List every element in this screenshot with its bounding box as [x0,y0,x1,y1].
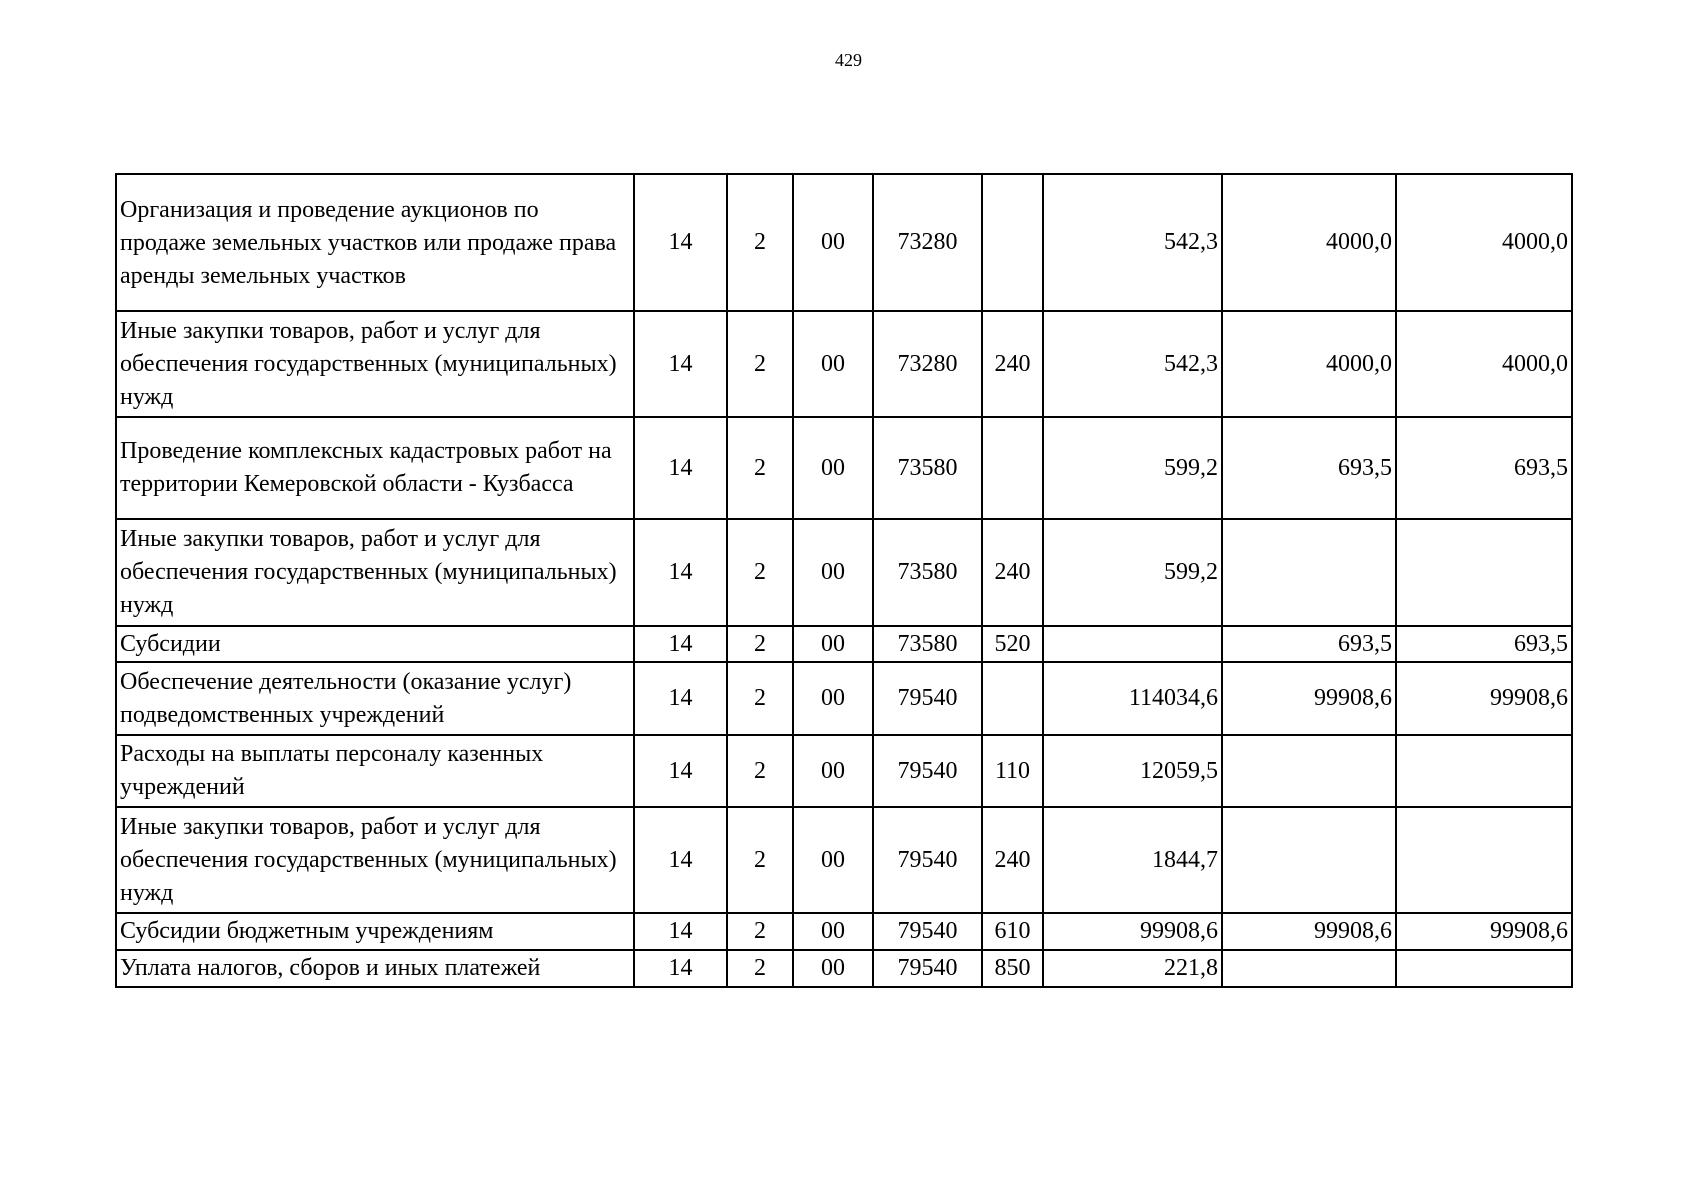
row-name: Организация и проведение аукционов по продаже земельных участков или продаже права аренды земельных участков [116,174,634,311]
subprogram-code: 00 [793,913,873,950]
expense-type-code: 240 [982,807,1043,913]
expense-type-code: 240 [982,519,1043,626]
section-code: 14 [634,735,727,807]
direction-code: 79540 [873,950,982,987]
row-name: Уплата налогов, сборов и иных платежей [116,950,634,987]
expense-type-code: 110 [982,735,1043,807]
section-code: 14 [634,519,727,626]
amount-year-2: 4000,0 [1222,311,1396,417]
amount-year-3 [1396,950,1572,987]
amount-year-2: 693,5 [1222,626,1396,662]
direction-code: 79540 [873,807,982,913]
table-row [116,626,1572,662]
table-row [116,807,1572,913]
amount-year-1: 99908,6 [1043,913,1222,950]
amount-year-1: 12059,5 [1043,735,1222,807]
amount-year-3: 693,5 [1396,626,1572,662]
amount-year-2 [1222,735,1396,807]
program-code: 2 [727,519,793,626]
amount-year-3: 99908,6 [1396,662,1572,735]
table-row [116,662,1572,735]
amount-year-3 [1396,807,1572,913]
row-name: Субсидии бюджетным учреждениям [116,913,634,950]
section-code: 14 [634,174,727,311]
expense-type-code: 520 [982,626,1043,662]
program-code: 2 [727,417,793,519]
amount-year-2: 693,5 [1222,417,1396,519]
amount-year-3: 99908,6 [1396,913,1572,950]
expense-type-code [982,174,1043,311]
expense-type-code: 240 [982,311,1043,417]
table-row [116,950,1572,987]
section-code: 14 [634,807,727,913]
program-code: 2 [727,950,793,987]
section-code: 14 [634,662,727,735]
program-code: 2 [727,626,793,662]
amount-year-1: 599,2 [1043,417,1222,519]
row-name: Проведение комплексных кадастровых работ на территории Кемеровской области - Кузбасса [116,417,634,519]
row-name: Иные закупки товаров, работ и услуг для обеспечения государственных (муниципальных) нужд [116,311,634,417]
subprogram-code: 00 [793,662,873,735]
direction-code: 73280 [873,174,982,311]
row-name: Иные закупки товаров, работ и услуг для обеспечения государственных (муниципальных) нужд [116,519,634,626]
subprogram-code: 00 [793,626,873,662]
amount-year-1: 221,8 [1043,950,1222,987]
table-row [116,735,1572,807]
direction-code: 73580 [873,417,982,519]
page-number: 429 [835,50,862,70]
program-code: 2 [727,174,793,311]
subprogram-code: 00 [793,807,873,913]
table-row [116,913,1572,950]
subprogram-code: 00 [793,417,873,519]
row-name: Иные закупки товаров, работ и услуг для обеспечения государственных (муниципальных) нужд [116,807,634,913]
amount-year-1 [1043,626,1222,662]
direction-code: 79540 [873,735,982,807]
expense-type-code: 850 [982,950,1043,987]
row-name: Субсидии [116,626,634,662]
amount-year-1: 599,2 [1043,519,1222,626]
table-row [116,311,1572,417]
subprogram-code: 00 [793,735,873,807]
expense-type-code [982,417,1043,519]
table-row [116,417,1572,519]
amount-year-3: 4000,0 [1396,174,1572,311]
amount-year-1: 542,3 [1043,311,1222,417]
section-code: 14 [634,417,727,519]
section-code: 14 [634,311,727,417]
section-code: 14 [634,913,727,950]
expense-type-code [982,662,1043,735]
subprogram-code: 00 [793,519,873,626]
amount-year-1: 1844,7 [1043,807,1222,913]
program-code: 2 [727,311,793,417]
direction-code: 73580 [873,626,982,662]
amount-year-2 [1222,519,1396,626]
amount-year-2 [1222,950,1396,987]
program-code: 2 [727,735,793,807]
subprogram-code: 00 [793,174,873,311]
subprogram-code: 00 [793,311,873,417]
amount-year-2 [1222,807,1396,913]
table-row [116,519,1572,626]
direction-code: 73280 [873,311,982,417]
amount-year-3 [1396,735,1572,807]
expense-type-code: 610 [982,913,1043,950]
section-code: 14 [634,950,727,987]
row-name: Расходы на выплаты персоналу казенных учреждений [116,735,634,807]
amount-year-3: 693,5 [1396,417,1572,519]
amount-year-2: 4000,0 [1222,174,1396,311]
direction-code: 79540 [873,662,982,735]
direction-code: 73580 [873,519,982,626]
budget-table [115,173,1573,988]
amount-year-2: 99908,6 [1222,662,1396,735]
amount-year-1: 542,3 [1043,174,1222,311]
section-code: 14 [634,626,727,662]
amount-year-3 [1396,519,1572,626]
amount-year-3: 4000,0 [1396,311,1572,417]
row-name: Обеспечение деятельности (оказание услуг) подведомственных учреждений [116,662,634,735]
direction-code: 79540 [873,913,982,950]
subprogram-code: 00 [793,950,873,987]
program-code: 2 [727,662,793,735]
program-code: 2 [727,913,793,950]
program-code: 2 [727,807,793,913]
table-row [116,174,1572,311]
amount-year-2: 99908,6 [1222,913,1396,950]
amount-year-1: 114034,6 [1043,662,1222,735]
